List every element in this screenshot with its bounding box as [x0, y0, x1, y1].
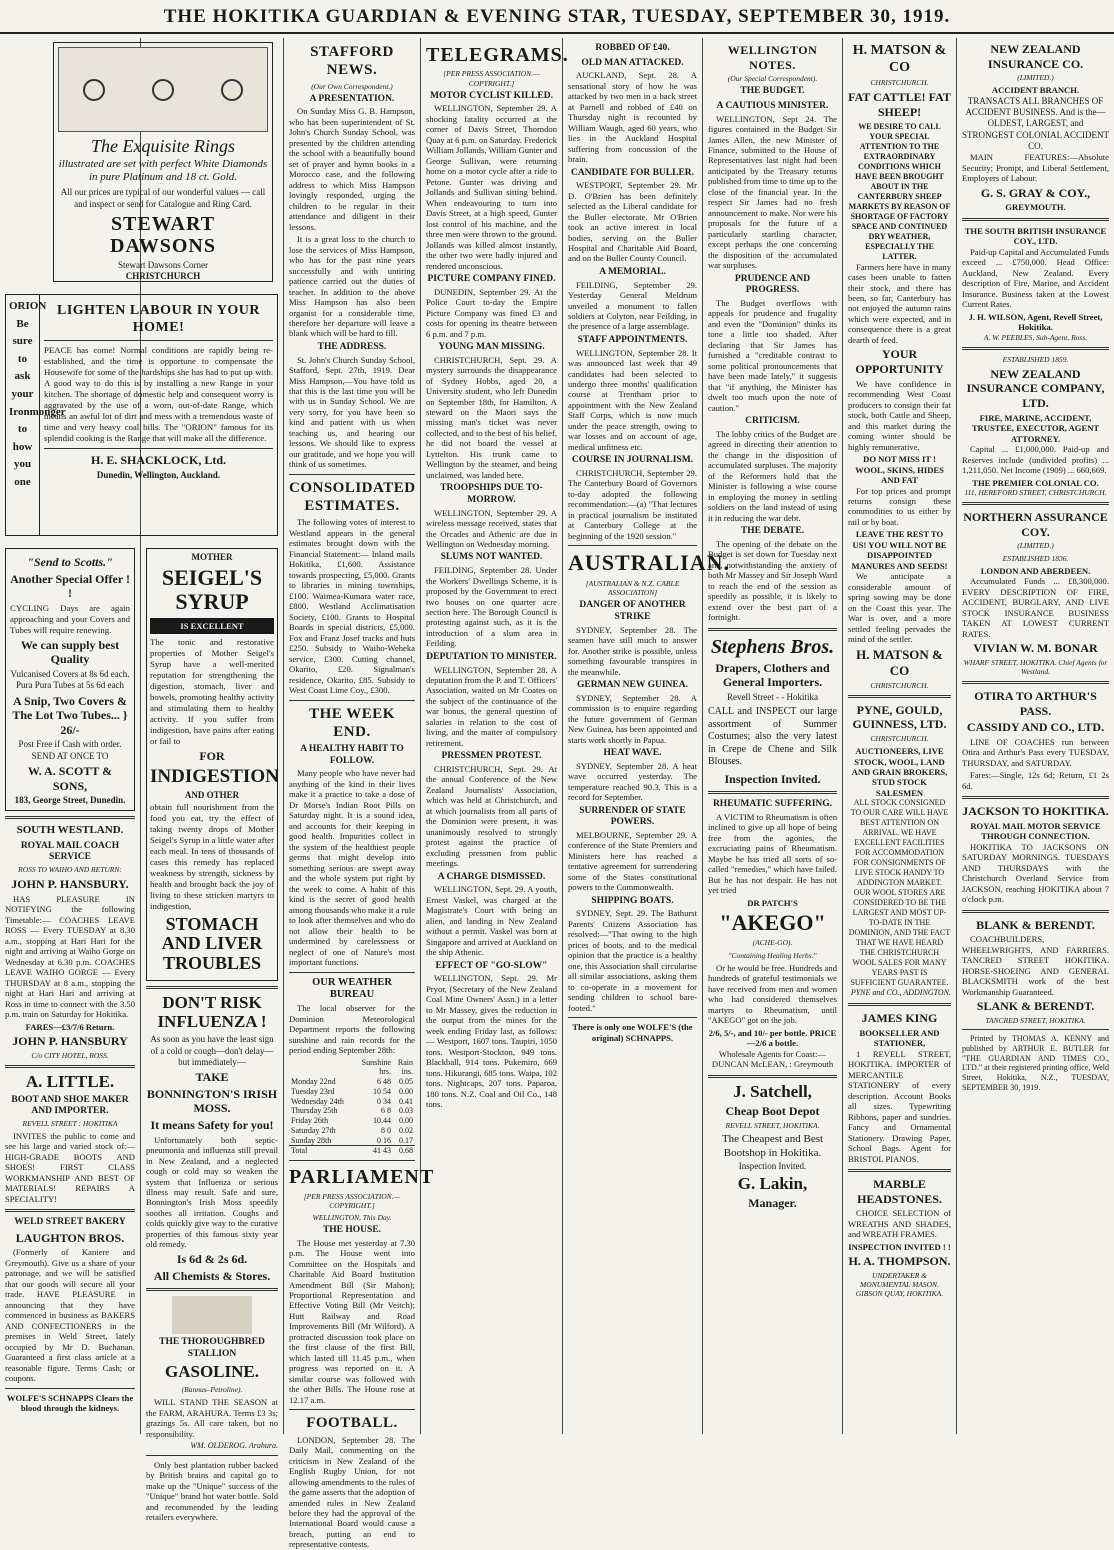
- section-heading: DEPUTATION TO MINISTER.: [426, 651, 557, 662]
- orion-body: PEACE has come! Normal conditions are rapidly being re-established, and the time is opportune to compensate the Housewife for some of the hardships she has had to put up with. A good way to do this is by installing a new Range in your kitchen. The shortage of domestic help and consequent worry is aggravated by the use of a worn, out-of-date Range, which means an awful lot of dirt and mess with a tremendous waste of time and very heavy coal bills. The "ORION" famous for its splendid cooking is the Range that will make all the difference.: [44, 345, 273, 444]
- article-paragraph: MELBOURNE, September 29. A conference of the State Premiers and Ministers here has reached a tentative agreement for surrendering some of the States constitutional powers to the Commonwealth.: [568, 829, 697, 893]
- scotts-snip: A Snip, Two Covers & The Lot Two Tubes... } 26/-: [12, 693, 128, 737]
- ring-ad-title: The Exquisite Rings: [91, 136, 235, 156]
- scotts-offer: Another Special Offer ! !: [10, 571, 130, 601]
- pgg-city: CHRISTCHURCH.: [870, 733, 929, 743]
- laughton-head: WELD STREET BAKERY: [14, 1217, 126, 1228]
- parliament-dateline: WELLINGTON, This Day.: [312, 1212, 392, 1222]
- king-name: JAMES KING: [861, 1011, 938, 1026]
- matson-body4: For top prices and prompt returns consign these commodities to us either by rail or by boat.: [848, 485, 951, 527]
- satchell-body: The Cheapest and Best Bootshop in Hokitika.: [721, 1133, 824, 1159]
- matson-manure: MANURES AND SEEDS!: [851, 560, 948, 571]
- sbi-body: Paid-up Capital and Accumulated Funds exceed ... £750,000. Head Office: Auckland, New Zealand. Every description of Fire, Marine, and Accident Insurance. Business taken at the Lowest Current Rates.: [962, 246, 1109, 310]
- stallion-name: GASOLINE.: [165, 1362, 259, 1382]
- orion-cities: Dunedin, Wellington, Auckland.: [96, 469, 221, 480]
- scotts-addr: 183, George Street, Dunedin.: [14, 795, 126, 806]
- scotts-prices: Vulcanised Covers at 8s 6d each. Pura Pura Tubes at 5s 6d each: [10, 669, 130, 691]
- northern-body: Accumulated Funds ... £8,300,000. EVERY DESCRIPTION OF FIRE, ACCIDENT, BURGLARY, AND LIVE STOCK INSURANCE BUSINESS TAKEN AT LOWEST CURRENT RATES.: [962, 576, 1109, 639]
- ring-ad-corner: Stewart Dawsons Corner: [118, 259, 208, 270]
- football-head: FOOTBALL.: [306, 1415, 398, 1432]
- stallion-head: THE THOROUGHBRED STALLION: [159, 1337, 265, 1359]
- sbi-name: THE SOUTH BRITISH INSURANCE COY., LTD.: [964, 225, 1107, 247]
- parliament-assoc: [PER PRESS ASSOCIATION.—COPYRIGHT.]: [303, 1191, 401, 1210]
- column-4: [421, 38, 569, 1434]
- blank-body: COACHBUILDERS, WHEELWRIGHTS, AND FARRIERS. TANCRED STREET HOKITIKA. HORSE-SHOEING AND GENERAL BLACKSMITH work of the best Workmanship Guaranteed.: [962, 934, 1109, 997]
- article-paragraph: SYDNEY, September 28. A commission is to enquire regarding the future government of German New Guinea, has been appointed and starts work shortly in Papua.: [568, 692, 697, 745]
- article-paragraph: The House met yesterday at 7.30 p.m. The House went into Committee on the Hospitals and Charitable Aid Board Institution Amendment Bill (Sir Mahon); Proportional Representation and Effective Voting Bill (Mr Veitch); Hutt Railway and Road Improvements Bill (Mr Wilford). A protracted discussion took place on the first clause of the first Bill, which lasted till 11.45 p.m., when progress was reported on it. A similar course was followed with the other Bills. The House rose at 12.17 a.m.: [289, 1237, 415, 1405]
- article-paragraph: SYDNEY, Sept. 29. The Bathurst Parents' Citizens Association has resolved:—"That owing to the high prices of boots, and to the medical opinion that the practice is a healthy one, this Association shall circularise all similar associations, asking them to co-operate in a movement for sending children to school bare-footed.": [568, 908, 697, 1013]
- stallion-sign: WM. OLDEROG. Arahura.: [190, 1441, 278, 1451]
- akego-sub: (ACHE-GO).: [752, 938, 793, 948]
- ring-ad-city: CHRISTCHURCH: [125, 271, 201, 282]
- blank-sign: SLANK & BERENDT.: [976, 999, 1095, 1014]
- influenza-stores: All Chemists & Stores.: [153, 1268, 271, 1283]
- article-paragraph: FEILDING, September 28. Under the Workers' Dwellings Scheme, it is proposed by the Government to erect two houses on one quarter acre section here. The Borough Council is protesting against such, as it is the introduction of a slum area in Feilding.: [426, 565, 557, 649]
- matson-fat: FAT CATTLE! FAT SHEEP!: [848, 90, 951, 119]
- satchell-manager: G. Lakin,: [737, 1173, 808, 1193]
- weekend-head: THE WEEK END.: [309, 705, 395, 740]
- akego-price: 2/6, 5/-, and 10/- per bottle. PRICE—2/6 a bottle.: [708, 1027, 837, 1049]
- akego-body: A VICTIM to Rheumatism is often inclined to give up all hope of being free from the agonies, the excruciating pains of Rheumatism. Maybe he has tried all sorts of so-called "remedies," which have failed. But he has not despair. He has not yet tried: [708, 811, 837, 896]
- seigel-top: MOTHER: [191, 552, 233, 562]
- section-heading: PRESSMEN PROTEST.: [441, 751, 542, 762]
- akego-dr: DR PATCH'S: [747, 897, 798, 908]
- blank-name: BLANK & BERENDT.: [976, 917, 1095, 932]
- stephens-invite: Inspection Invited.: [724, 771, 821, 786]
- stallion-sub: (Bannus–Petroline).: [181, 1385, 243, 1394]
- coach-body: HAS PLEASURE IN NOTIFYING the following Timetable:— COACHES LEAVE ROSS — Every TUESDAY at 8.30 a.m., stopping at Hari Hari for the night and arriving at Waiho Gorge on Wednesday at 6.30 p.m. COACHES LEAVE WAIHO GORGE — Every THURSDAY at 8 a.m., stopping the night at Hari Hari and arriving at Ross in time to connect with the 3.50 p.m. train on Saturday for Hokitika.: [5, 893, 135, 1020]
- nzi-agent: G. S. GRAY & COY.,: [980, 185, 1091, 200]
- sbi-agent: J. H. WILSON, Agent, Revell Street, Hokitika.: [968, 311, 1103, 333]
- matson-body3: We have confidence in recommending West Coast producers to consign their fat stock, both Cattle and Sheep, and this market during the coming winter should be highly remunerative.: [848, 378, 951, 452]
- article-paragraph: WELLINGTON, Sept. 29. A youth, Ernest Vaskel, was charged at the Magistrate's Court with being an alien, and landing in New Zealand without a permit. Vaskel was born at Singapore and arrived at Auckland on the ship Athenic.: [426, 884, 557, 958]
- section-heading: A CHARGE DISMISSED.: [437, 871, 546, 882]
- section-heading: THE DEBATE.: [740, 526, 805, 537]
- matson-leave: LEAVE THE REST TO US! YOU WILL NOT BE DISAPPOINTED: [852, 529, 947, 561]
- seigel-body: The tonic and restorative properties of Mother Seigel's Syrup have a well-merited reputation for strengthening the digestion, stomach, liver and bowels, promoting healthy activity and stimulating them to healthy activity. If you suffer from indigestion, have pains after eating or fail to: [150, 637, 274, 746]
- article-paragraph: On Sunday Miss G. B. Hampson, who has been superintendent of St. John's Church Sunday School, was presented by the children attending the school with a beautifully bound set of prayer and hymn books in a Morocco case, and the following address to which Miss Hampson lovingly responded, urging the children to be regular in their attendance and diligent in their lessons.: [289, 106, 415, 232]
- article-paragraph: SYDNEY, September 28. The seamen have still much to answer for. Another strike is possible, unless something favourable transpires in the meanwhile.: [568, 624, 697, 677]
- ring-ad-subtitle: illustrated are set with perfect White Diamonds in pure Platinum and 18 ct. Gold.: [58, 157, 268, 184]
- section-heading: OLD MAN ATTACKED.: [581, 57, 684, 68]
- section-heading: HEAT WAVE.: [603, 748, 662, 759]
- seigel-indigestion: INDIGESTION: [150, 765, 279, 787]
- article-paragraph: Many people who have never had anything of the kind in their lives make it a practice to take a dose of Dr Morse's Indian Root Pills on Saturday night. It is a sound idea, and accounts for their keeping in good health. Impurities collect in the system of the healthiest people germs that might develop into something serious are swept away and the whole system put right by the week to come. A habit of this kind is the secret of good health among thousands who make it a rule to look after themselves and who do not allow their health to be undermined by carelessness or neglect of one of Nature's most important functions.: [289, 768, 416, 968]
- king-body: 1 REVELL STREET, HOKITIKA. IMPORTER of MERCANTILE STATIONERY of every description. Account Books all sizes. Typewriting Ribbons, paper and sundries. Fancy and Ornamental Stationery. Drawing Paper, School Bags. Agent for BRISTOL PIANOS.: [848, 1048, 951, 1164]
- satchell-tag: Cheap Boot Depot: [725, 1104, 820, 1119]
- article-paragraph: DUNEDIN, September 29. At the Police Court to-day the Empire Picture Company was fined £3 and costs for opening its theatre between 6 p.m. and 7 p.m.: [426, 286, 557, 339]
- cassidy-name: CASSIDY AND CO., LTD.: [966, 720, 1105, 735]
- article-paragraph: WELLINGTON, September 28. It was announced last week that 49 candidates had been selected to undergo three months' qualification course at Trentham prior to appointment with the New Zealand Staff Corps, which is now much under the peace strength, owing to war losses and on account of age, medical unfitness etc.: [568, 347, 697, 452]
- section-heading: THE HOUSE.: [322, 1224, 382, 1235]
- northern-city: LONDON AND ABERDEEN.: [980, 565, 1091, 576]
- orion-ad: [0, 292, 283, 540]
- northern-est: ESTABLISHED 1836.: [1002, 553, 1069, 563]
- section-heading: CANDIDATE FOR BULLER.: [570, 167, 695, 178]
- seigel-tag: IS EXCELLENT: [150, 618, 274, 634]
- scotts-post: Post Free if Cash with order.: [18, 739, 122, 750]
- northern-ltd: (LIMITED.): [1017, 541, 1054, 551]
- section-heading: SLUMS NOT WANTED.: [440, 552, 543, 563]
- seigel-other: AND OTHER: [184, 790, 240, 801]
- estimates-head: CONSOLIDATED ESTIMATES.: [289, 479, 416, 515]
- column-5: [563, 38, 730, 1434]
- orion-side-text: ORION Be sure to ask your Ironmonger to how you one: [6, 295, 40, 535]
- australian-head: AUSTRALIAN.: [568, 550, 730, 576]
- matson-opportunity: YOUR OPPORTUNITY: [855, 347, 944, 377]
- influenza-price: Is 6d & 2s 6d.: [176, 1251, 248, 1266]
- otira-body: LINE OF COACHES run between Otira and Arthur's Pass every TUESDAY, THURSDAY, and SATURDAY.: [962, 736, 1109, 768]
- matson-city: CHRISTCHURCH.: [870, 78, 929, 88]
- weather-col-header: Rain: [397, 1057, 413, 1067]
- coach-name: JOHN P. HANSBURY.: [11, 877, 129, 892]
- article-paragraph: WESTPORT, September 29. Mr D. O'Brien has been definitely selected as the Liberal candidate for the Buller electorate. Mr O'Brien took an active interest in local bodies, serving on the Buller Hospital and Charitable Aid Board, and on the Buller County Council.: [568, 180, 697, 264]
- coach-sub: ROYAL MAIL COACH SERVICE: [20, 840, 120, 863]
- stephens-name: Stephens Bros.: [710, 635, 835, 658]
- jackson-body: HOKITIKA TO JACKSONS ON SATURDAY MORNINGS. TUESDAYS AND THURSDAYS with the Christchurch Overland Service from JACKSON, reaching HOKITIKA about 7 o'clock p.m.: [962, 841, 1109, 905]
- printer-imprint: Printed by THOMAS A. KENNY and published by ARTHUR E. BUTLER for "THE GUARDIAN AND TIMES CO., LTD." at their registered printing office, Weld Street, Hokitika, N.Z., TUESDAY, SEPTEMBER 30, 1919.: [962, 1034, 1109, 1092]
- seigel-name: SEIGEL'S SYRUP: [161, 565, 263, 615]
- column-6: [703, 38, 842, 1434]
- column-2: [141, 546, 283, 1523]
- jackson-head: JACKSON TO HOKITIKA.: [962, 804, 1109, 819]
- section-heading: PRUDENCE AND PROGRESS.: [734, 273, 811, 296]
- influenza-head: DON'T RISK INFLUENZA !: [157, 992, 267, 1031]
- section-heading: SURRENDER OF STATE POWERS.: [579, 805, 686, 828]
- australian-assoc: [AUSTRALIAN & N.Z. CABLE ASSOCIATION]: [585, 579, 680, 598]
- stephens-trade: Drapers, Clothers and General Importers.: [715, 660, 830, 690]
- pgg-name: PYNE, GOULD, GUINNESS, LTD.: [852, 702, 947, 732]
- akego-agent: Wholesale Agents for Coast:— DUNCAN McLEAN, : Greymouth: [711, 1048, 834, 1070]
- satchell-street: REVELL STREET, HOKITIKA.: [725, 1120, 820, 1130]
- seigel-end: STOMACH AND LIVER TROUBLES: [161, 913, 263, 974]
- nzi-name: NEW ZEALAND INSURANCE CO.: [987, 42, 1084, 71]
- nzins-sub: FIRE, MARINE, ACCIDENT, TRUSTEE, EXECUTOR, AGENT ATTORNEY.: [971, 412, 1100, 444]
- article-paragraph: The following votes of interest to Westland appears in the general estimates brought down with the Financial Statement:— Inland mails Hokitika, £1,600. Assistance towards prospecting, £5,000. Grants to libraries in mining townships, £100. Waimea-Kumara water race, £800. Westland Acclimatisation Society, £100. Grants to Hospital Boards in special districts, £5,000. Fox and Franz Josef tracks and huts £250. Subsidy to Waiho-Weheka service, £300. Cutting channel, Okarito, £20. Signalman's residence, Okarito, £85. Subsidy to West Coast Lime Coy., £300.: [289, 517, 415, 696]
- stephens-street: Revell Street - - Hokitika: [727, 691, 818, 702]
- horse-illustration: [172, 1296, 252, 1334]
- stephens-body: CALL and INSPECT our large assortment of Summer Costumes; also the very latest in Crepe de Chene and Silk Blouses.: [708, 706, 837, 768]
- weather-col-unit: ins.: [401, 1067, 413, 1077]
- section-heading: THE ADDRESS.: [317, 341, 387, 352]
- wellington-correspondent: (Our Special Correspondent).: [727, 74, 818, 84]
- nzi-city: GREYMOUTH.: [1005, 202, 1066, 213]
- sbi-subagent: A. W. PEEBLES, Sub-Agent, Ross.: [983, 332, 1088, 342]
- coach-route: ROSS TO WAIHO AND RETURN:: [18, 865, 122, 875]
- telegrams-head: TELEGRAMS.: [426, 44, 569, 66]
- little-name: A. LITTLE.: [25, 1071, 115, 1091]
- matson-body5: We anticipate a considerable amount of spring sowing may be done on the Coast this year. The War is over, and a more settled feeling pervades the mind of the settler.: [848, 571, 951, 645]
- influenza-means: It means Safety for you!: [150, 1117, 274, 1132]
- matson-wool: WOOL, SKINS, HIDES AND FAT: [855, 464, 944, 486]
- marble-body: CHOICE SELECTION of WREATHS AND SHADES, and WREATH FRAMES.: [848, 1208, 951, 1240]
- weather-table: [289, 1058, 415, 1157]
- section-heading: TROOPSHIPS DUE TO-MORROW.: [440, 483, 543, 505]
- wolfe-footer: WOLFE'S SCHNAPPS Clears the blood through the kidneys.: [6, 1392, 134, 1414]
- bonar-name: VIVIAN W. M. BONAR: [973, 641, 1098, 656]
- akego-tag: "Containing Healing Herbs.": [728, 950, 817, 960]
- matson-body1: WE DESIRE TO CALL YOUR SPECIAL ATTENTION TO THE EXTRAORDINARY CONDITIONS WHICH HAVE BEEN BROUGHT ABOUT IN THE CANTERBURY SHEEP MARKETS BY REASON OF SHORTAGE OF FACTORY SPACE AND CONTINUED DRY WEATHER, ESPECIALLY THE LATTER.: [848, 121, 951, 261]
- matson-city-2: CHRISTCHURCH.: [870, 680, 929, 690]
- nzi-body: TRANSACTS ALL BRANCHES OF ACCIDENT BUSINESS. And is the— OLDEST, LARGEST, and STRONGEST COLONIAL ACCIDENT CO.: [962, 95, 1110, 151]
- ring-icon: [152, 79, 174, 101]
- article-paragraph: SYDNEY, September 28. A heat wave occurred yesterday. The temperature reached 90.3. This is a record for September.: [568, 760, 697, 803]
- scotts-title: "Send to Scotts.": [27, 555, 113, 569]
- little-trade: BOOT AND SHOE MAKER AND IMPORTER.: [11, 1094, 129, 1117]
- section-heading: COURSE IN JOURNALISM.: [571, 455, 694, 466]
- weather-head: OUR WEATHER BUREAU: [312, 976, 392, 1001]
- matson-body2: Farmers here have in many cases been unable to fatten their stock, and there has been, so far, Canterbury has not enjoyed the autumn rains which were expected, and in consequence there is a great dearth of feed.: [848, 261, 951, 345]
- influenza-text: Unfortunately both septic-pneumonia and influenza still prevail in New Zealand, and a neglected cough or cold may so weaken the system that Influenza or serious illness may result. Safe and sure, Bonnington's Irish Moss speedily soothes all irritation. Coughs and colds quickly give way to the curative properties of this famous sixty year old remedy.: [146, 1134, 278, 1250]
- article-paragraph: The opening of the debate on the Budget is set down for Tuesday next and, notwithstanding the anxiety of both Mr Massey and Sir Joseph Ward to reach the end of the session as speedily as possible, it is likely to extend over the best part of a fortnight.: [708, 538, 837, 623]
- section-heading: A PRESENTATION.: [309, 93, 395, 104]
- weather-row: Sunday 28th 0 16 0.17: [291, 1135, 413, 1145]
- column-3: [284, 38, 435, 1550]
- weather-row: Thursday 25th 6 8 0.03: [291, 1106, 413, 1116]
- article-paragraph: WELLINGTON, Sept 24. The figures contained in the Budget Sir James Allen, the new Minister of Finance, submitted to the House of Representatives last night had been anticipated by the Treasury returns published from time to time up to the close of the financial year. In the respect Sir James had no fresh announcement to make. Nor were his proposals for the future of a particularly startling character, except perhaps the one concerning the disposition of the accumulated war surpluses.: [708, 113, 837, 271]
- stafford-correspondent: (Our Own Correspondent.): [311, 81, 393, 91]
- akego-head: RHEUMATIC SUFFERING.: [712, 799, 833, 810]
- article-paragraph: AUCKLAND, Sept. 28. A sensational story of how he was attacked by two men in a back street at Parnell and robbed of £40 on Thursday night is recounted by William Waugh, aged 60 years, who lies in the Auckland Hospital suffering from concussion of the brain.: [568, 70, 697, 165]
- king-trade: BOOKSELLER AND STATIONER,: [859, 1027, 940, 1049]
- matson-firm-2: H. MATSON & CO: [856, 646, 943, 678]
- section-heading: THE BUDGET.: [740, 86, 805, 97]
- premier-addr: 111, HEREFORD STREET, CHRISTCHURCH.: [964, 488, 1107, 498]
- marble-head: MARBLE HEADSTONES.: [857, 1177, 942, 1206]
- coach-sign: JOHN P. HANSBURY: [12, 1034, 128, 1049]
- article-paragraph: WELLINGTON, Sept. 29. Mr Pryor, (Secretary of the New Zealand Coal Mine Owners' Assn.) in a letter to Mr Massey, gives the reduction in the output from the mines for the week ending Friday last, as follows:— Westport, 1607 tons. Taupiri, 1050 tons. Westport-Stockton, 949 tons. Blackball, 914 tons. Pukemiro, 669 tons. Hikurangi, 685 tons. Waipa, 102 tons. Nightcaps, 207 tons. Paparoa, 180 tons. N.Z. Coal and Oil Co., 148 tons.: [426, 973, 557, 1110]
- section-heading: ROBBED OF £40.: [595, 43, 670, 53]
- section-heading: MOTOR CYCLIST KILLED.: [430, 90, 553, 101]
- pgg-body2: OUR WOOL STORES ARE CONSIDERED TO BE THE LARGEST AND MOST UP-TO-DATE IN THE DOMINION, AND THE FACT THAT WE HAVE HEARD THE CHRISTCHURCH WOOL SALES FOR MANY YEARS PAST IS SUFFICIENT GUARANTEE.: [848, 888, 951, 988]
- laughton-body: (Formerly of Kaniere and Greymouth). Give us a share of your patronage, and we will be satisfied that our goods will secure all your trade. HAVE PLEASURE in announcing that they have commenced in business as BAKERS AND CONFECTIONERS in the premises in Weld Street, lately occupied by Mr D. Buchanan. Guaranteed a first class article at a reasonable figure. Terms Cash; or coupons.: [5, 1247, 135, 1384]
- weather-row: Monday 22nd 6 48 0.05: [291, 1077, 413, 1087]
- section-heading: YOUNG MAN MISSING.: [438, 342, 545, 352]
- section-heading: STAFF APPOINTMENTS.: [577, 334, 688, 345]
- article-paragraph: WELLINGTON, September 29. A wireless message received, states that the Orcades and Athenic are due in Wellington on Wednesday morning.: [426, 507, 557, 549]
- thompson-name: H. A. THOMPSON.: [848, 1254, 951, 1269]
- matson-firm: H. MATSON & CO: [852, 43, 947, 76]
- pgg-body: ALL STOCK CONSIGNED TO OUR CARE WILL HAVE BEST ATTENTION ON ARRIVAL. WE HAVE EXCELLENT FACILITIES FOR ACCOMMODATION FOR CONSIGNMENTS OF LIVE STOCK HANDY TO ADDINGTON MARKET.: [850, 798, 949, 888]
- article-paragraph: FEILDING, September 29. Yesterday General Meldrum unveiled a monument to fallen soldiers at Colyton, near Feilding, in the presence of a large assemblage.: [568, 279, 697, 332]
- article-paragraph: St. John's Church Sunday School, Stafford, Sept. 27th, 1919. Dear Miss Hampson,—You have told us that this is the last time you will be with us in Sunday School. We are very sorry, for you have been so kind and patient with us when teaching us, and hearing our lessons. We should like to express our gratitude, and we hope you will think of us sometimes.: [289, 354, 415, 470]
- article-paragraph: WELLINGTON, September 28. A deputation from the P. and T. Officers' Association, waited on Mr Coates on the subject of the continuance of the war bonus, the general question of salaries in relation to the cost of living, and the matter of compulsory retirement.: [426, 664, 557, 748]
- stallion-body: WILL STAND THE SEASON at the FARM, ARAHURA. Terms £3 3s; grazings 5s. All care taken, but no responsibility.: [146, 1397, 278, 1439]
- jackson-sub: ROYAL MAIL MOTOR SERVICE THROUGH CONNECTION.: [970, 820, 1101, 842]
- marble-invite: INSPECTION INVITED ! !: [848, 1241, 951, 1252]
- article-paragraph: The Budget overflows with appeals for prudence and frugality and even the "Dominion" thinks its tone a little too shaded. After declaring that Sir James has furnished a "creditable contrast to some political pronouncements that have been made lately," it suggests that "if anything, the Minister has dwelt too much upon the note of caution.": [708, 297, 837, 413]
- ring-ad-brand: STEWART DAWSONS: [110, 212, 216, 257]
- article-paragraph: CHRISTCHURCH, Sept. 29. At the annual Conference of the New Zealand Journalists' Association, which was held at Christchurch, and at which journalists from all parts of the Dominion were present, it was unanimously resolved to strongly protest against the practice of excluding pressmen from public meetings.: [426, 763, 557, 869]
- weather-row: Friday 26th 10.44 0.00: [291, 1116, 413, 1126]
- article-paragraph: WELLINGTON, September 29. A shocking fatality occurred at the corner of Davis Street, Thorndon Quay at 6 p.m. on Saturday. Frederick William Jollands, William Gunter and George Sullivan, were returning home on a motor cycle after a ride to Petone. Gunter was driving and Jollands and Sullivan sitting behind. When endeavouring to turn into Davis Street, at a high speed, Gunter lost control of his machine, and the three men were thrown to the ground. Jollands was killed almost instantly, the other two were badly injured and rendered unconscious.: [426, 103, 557, 271]
- satchell-name: J. Satchell,: [733, 1081, 812, 1101]
- weather-col-unit: hrs.: [379, 1067, 391, 1077]
- article-paragraph: CHRISTCHURCH, Sept. 29. A mystery surrounds the disappearance of Sydney Hobbs, aged 20, a University student, who left Dunedin on September 18th, for Hamilton. A steward on the Maori says the missing man's ticket was never collected, and to the best of his belief, he did not board the vessel at Lyttelton. His trunk came to Wellington by the steamer, and being unclaimed, was landed here.: [426, 354, 557, 480]
- influenza-take: TAKE: [195, 1070, 229, 1085]
- scotts-send: SEND AT ONCE TO: [31, 750, 109, 761]
- weather-row: Saturday 27th 8 0 0.02: [291, 1125, 413, 1135]
- akego-body2: Or he would be free. Hundreds and hundreds of grateful testimonials we have received from men and women who had considered themselves martyrs to Rheumatism, until "AKEGO" got on the job.: [708, 962, 837, 1026]
- col1-margin: [0, 40, 140, 290]
- laughton-name: LAUGHTON BROS.: [15, 1230, 125, 1245]
- section-heading: EFFECT OF "GO-SLOW": [435, 960, 548, 971]
- wellington-notes-head: WELLINGTON NOTES.: [727, 43, 818, 72]
- section-heading: PICTURE COMPANY FINED.: [427, 274, 556, 284]
- ring-icon: [221, 79, 243, 101]
- article-paragraph: The lobby critics of the Budget are agreed in directing their attention to the change in the disposition of accumulated surpluses. The majority of the Reformers hold that the Minister is following a wise course in employing the money in settling soldiers on the land instead of using it in reducing the war debt.: [708, 428, 837, 523]
- article-paragraph: CHRISTCHURCH, September 29. The Canterbury Board of Governors to-day adopted the following recommendation:—(a) "That lectures in practical journalism be instituted at Canterbury College at the beginning of the 1920 session.": [568, 467, 697, 541]
- thompson-trade: UNDERTAKER & MONUMENTAL MASON. GIBSON QUAY, HOKITIKA.: [855, 1270, 944, 1299]
- article-paragraph: It is a great loss to the church to lose the services of Miss Hampson, who has for the past nine years successfully and with untiring patience carried out the duties of teacher. In addition to the above Miss Hampson has also been organist for a considerable time, therefore her departure will leave a blank which will be hard to fill.: [289, 234, 415, 339]
- little-street: REVELL STREET : HOKITIKA: [22, 1118, 118, 1128]
- premier-name: THE PREMIER COLONIAL CO.: [972, 477, 1099, 488]
- orion-dealer: H. E. SHACKLOCK, Ltd.: [90, 453, 227, 468]
- satchell-invite: Inspection Invited.: [738, 1160, 807, 1171]
- nzi-ltd: (LIMITED.): [1017, 73, 1054, 83]
- section-heading: CRITICISM.: [745, 416, 800, 427]
- scotts-firm: W. A. SCOTT & SONS,: [27, 763, 113, 793]
- telegrams-assoc: [PER PRESS ASSOCIATION.—COPYRIGHT.]: [443, 69, 540, 88]
- stafford-head: STAFFORD NEWS.: [310, 44, 394, 79]
- coach-fares: FARES—£3/7/6 Return.: [25, 1021, 115, 1032]
- nzins-est: ESTABLISHED 1859.: [1002, 354, 1069, 364]
- pgg-trade: AUCTIONEERS, LIVE STOCK, WOOL, LAND AND GRAIN BROKERS, STUD STOCK SALESMEN: [851, 746, 948, 798]
- akego-name: "AKEGO": [719, 910, 826, 936]
- weather-row: Tuesday 23rd 10 54 0.00: [291, 1086, 413, 1096]
- section-heading: SHIPPING BOATS.: [591, 895, 674, 906]
- coach-sign2: C/o CITY HOTEL, ROSS.: [31, 1050, 109, 1060]
- otira-head: OTIRA TO ARTHUR'S PASS.: [974, 689, 1097, 718]
- scotts-cycling: CYCLING Days are again approaching and your Covers and Tubes will require renewing.: [10, 602, 130, 635]
- weather-row: Wednesday 24th 0 34 0.41: [291, 1096, 413, 1106]
- nzins-body: Capital ... £1,000,000. Paid-up and Reserves include (undivided profits) ... 1,211,050. Net Income (1909) ... 660,669.: [962, 444, 1109, 476]
- scotts-quality: We can supply best Quality: [20, 637, 120, 667]
- weather-col-header: Sunshine: [361, 1057, 391, 1067]
- northern-name: NORTHERN ASSURANCE COY.: [963, 510, 1108, 539]
- wolfe-footer: There is only one WOLFE'S (the original) SCHNAPPS.: [572, 1022, 693, 1043]
- nzi-sub: ACCIDENT BRANCH.: [991, 85, 1080, 96]
- satchell-manager-title: Manager.: [748, 1196, 797, 1211]
- parliament-head: PARLIAMENT: [289, 1166, 435, 1189]
- influenza-name: BONNINGTON'S IRISH MOSS.: [146, 1086, 278, 1116]
- section-heading: A HEALTHY HABIT TO FOLLOW.: [300, 744, 404, 766]
- column-8: [957, 38, 1114, 1434]
- pgg-sign: PYNE and CO., ADDINGTON.: [850, 988, 951, 998]
- column-7: [843, 38, 956, 1434]
- section-heading: DANGER OF ANOTHER STRIKE: [579, 600, 686, 623]
- seigel-body2: obtain full nourishment from the food you eat, try the effect of taking twenty drops of Mother Seigel's Syrup in a little water after each meal. In tens of thousands of cases this remedy has replaced weakness by strength, sickness by health and brought back the joy of living to these stricken martyrs to indigestion,: [150, 801, 274, 911]
- orion-headline: LIGHTEN LABOUR IN YOUR HOME!: [56, 303, 260, 336]
- masthead: THE HOKITIKA GUARDIAN & EVENING STAR, TUESDAY, SEPTEMBER 30, 1919.: [0, 0, 1114, 34]
- nzi-features: MAIN FEATURES:—Absolute Security; Prompt, and Liberal Settlement, Employers of Labour.: [962, 152, 1109, 184]
- weather-total: Total 41 43 0.68: [291, 1146, 413, 1156]
- column-1: [0, 546, 140, 1434]
- section-heading: GERMAN NEW GUINEA.: [577, 680, 688, 691]
- otira-fare: Fares:—Single, 12s 6d; Return, £1 2s 6d.: [962, 770, 1109, 791]
- section-heading: A CAUTIOUS MINISTER.: [716, 100, 829, 111]
- section-heading: A MEMORIAL.: [599, 266, 666, 277]
- little-body: INVITES the public to come and see his large and varied stock of:— HIGH-GRADE BOOTS AND SHOES! FIRST CLASS WORKMANSHIP AND BEST OF MATERIALS! REPAIRS A SPECIALITY!: [5, 1130, 135, 1204]
- article-paragraph: The local observer for the Dominion Meteorological Department reports the following sunshine and rain records for the period ending September 28th:: [289, 1003, 415, 1056]
- bonar-addr: WHARF STREET, HOKITIKA. Chief Agents for Westland.: [963, 657, 1108, 676]
- article-paragraph: LONDON, September 28. The Daily Mail, commenting on the criticism in New Zealand of the English Rugby Union, for not allowing amendments to the rules of the game asserts that the adoption of amended rules in New Zealand before they had the approval of the International Board would cause a breach, putting an end to representative contests.: [289, 1434, 415, 1550]
- blank-addr: TANCRED STREET, HOKITIKA.: [985, 1016, 1086, 1025]
- ring-ad-body: All our prices are typical of our wonderful values — call and inspect or send for Catalogue and Ring Card.: [60, 187, 266, 209]
- seigel-for: FOR: [199, 748, 225, 763]
- unique-footer: Only best plantation rubber backed by British brains and capital go to make up the "Unique" success of the "Unique" brand hot water bottle. Sold and recommended by the leading retailers everywhere.: [146, 1459, 278, 1523]
- nzins-name: NEW ZEALAND INSURANCE COMPANY, LTD.: [966, 366, 1105, 411]
- matson-miss: DO NOT MISS IT !: [863, 454, 936, 465]
- coach-head: SOUTH WESTLAND.: [16, 824, 124, 837]
- influenza-body: As soon as you have the least sign of a cold or cough—don't delay—but immediately—: [150, 1034, 274, 1067]
